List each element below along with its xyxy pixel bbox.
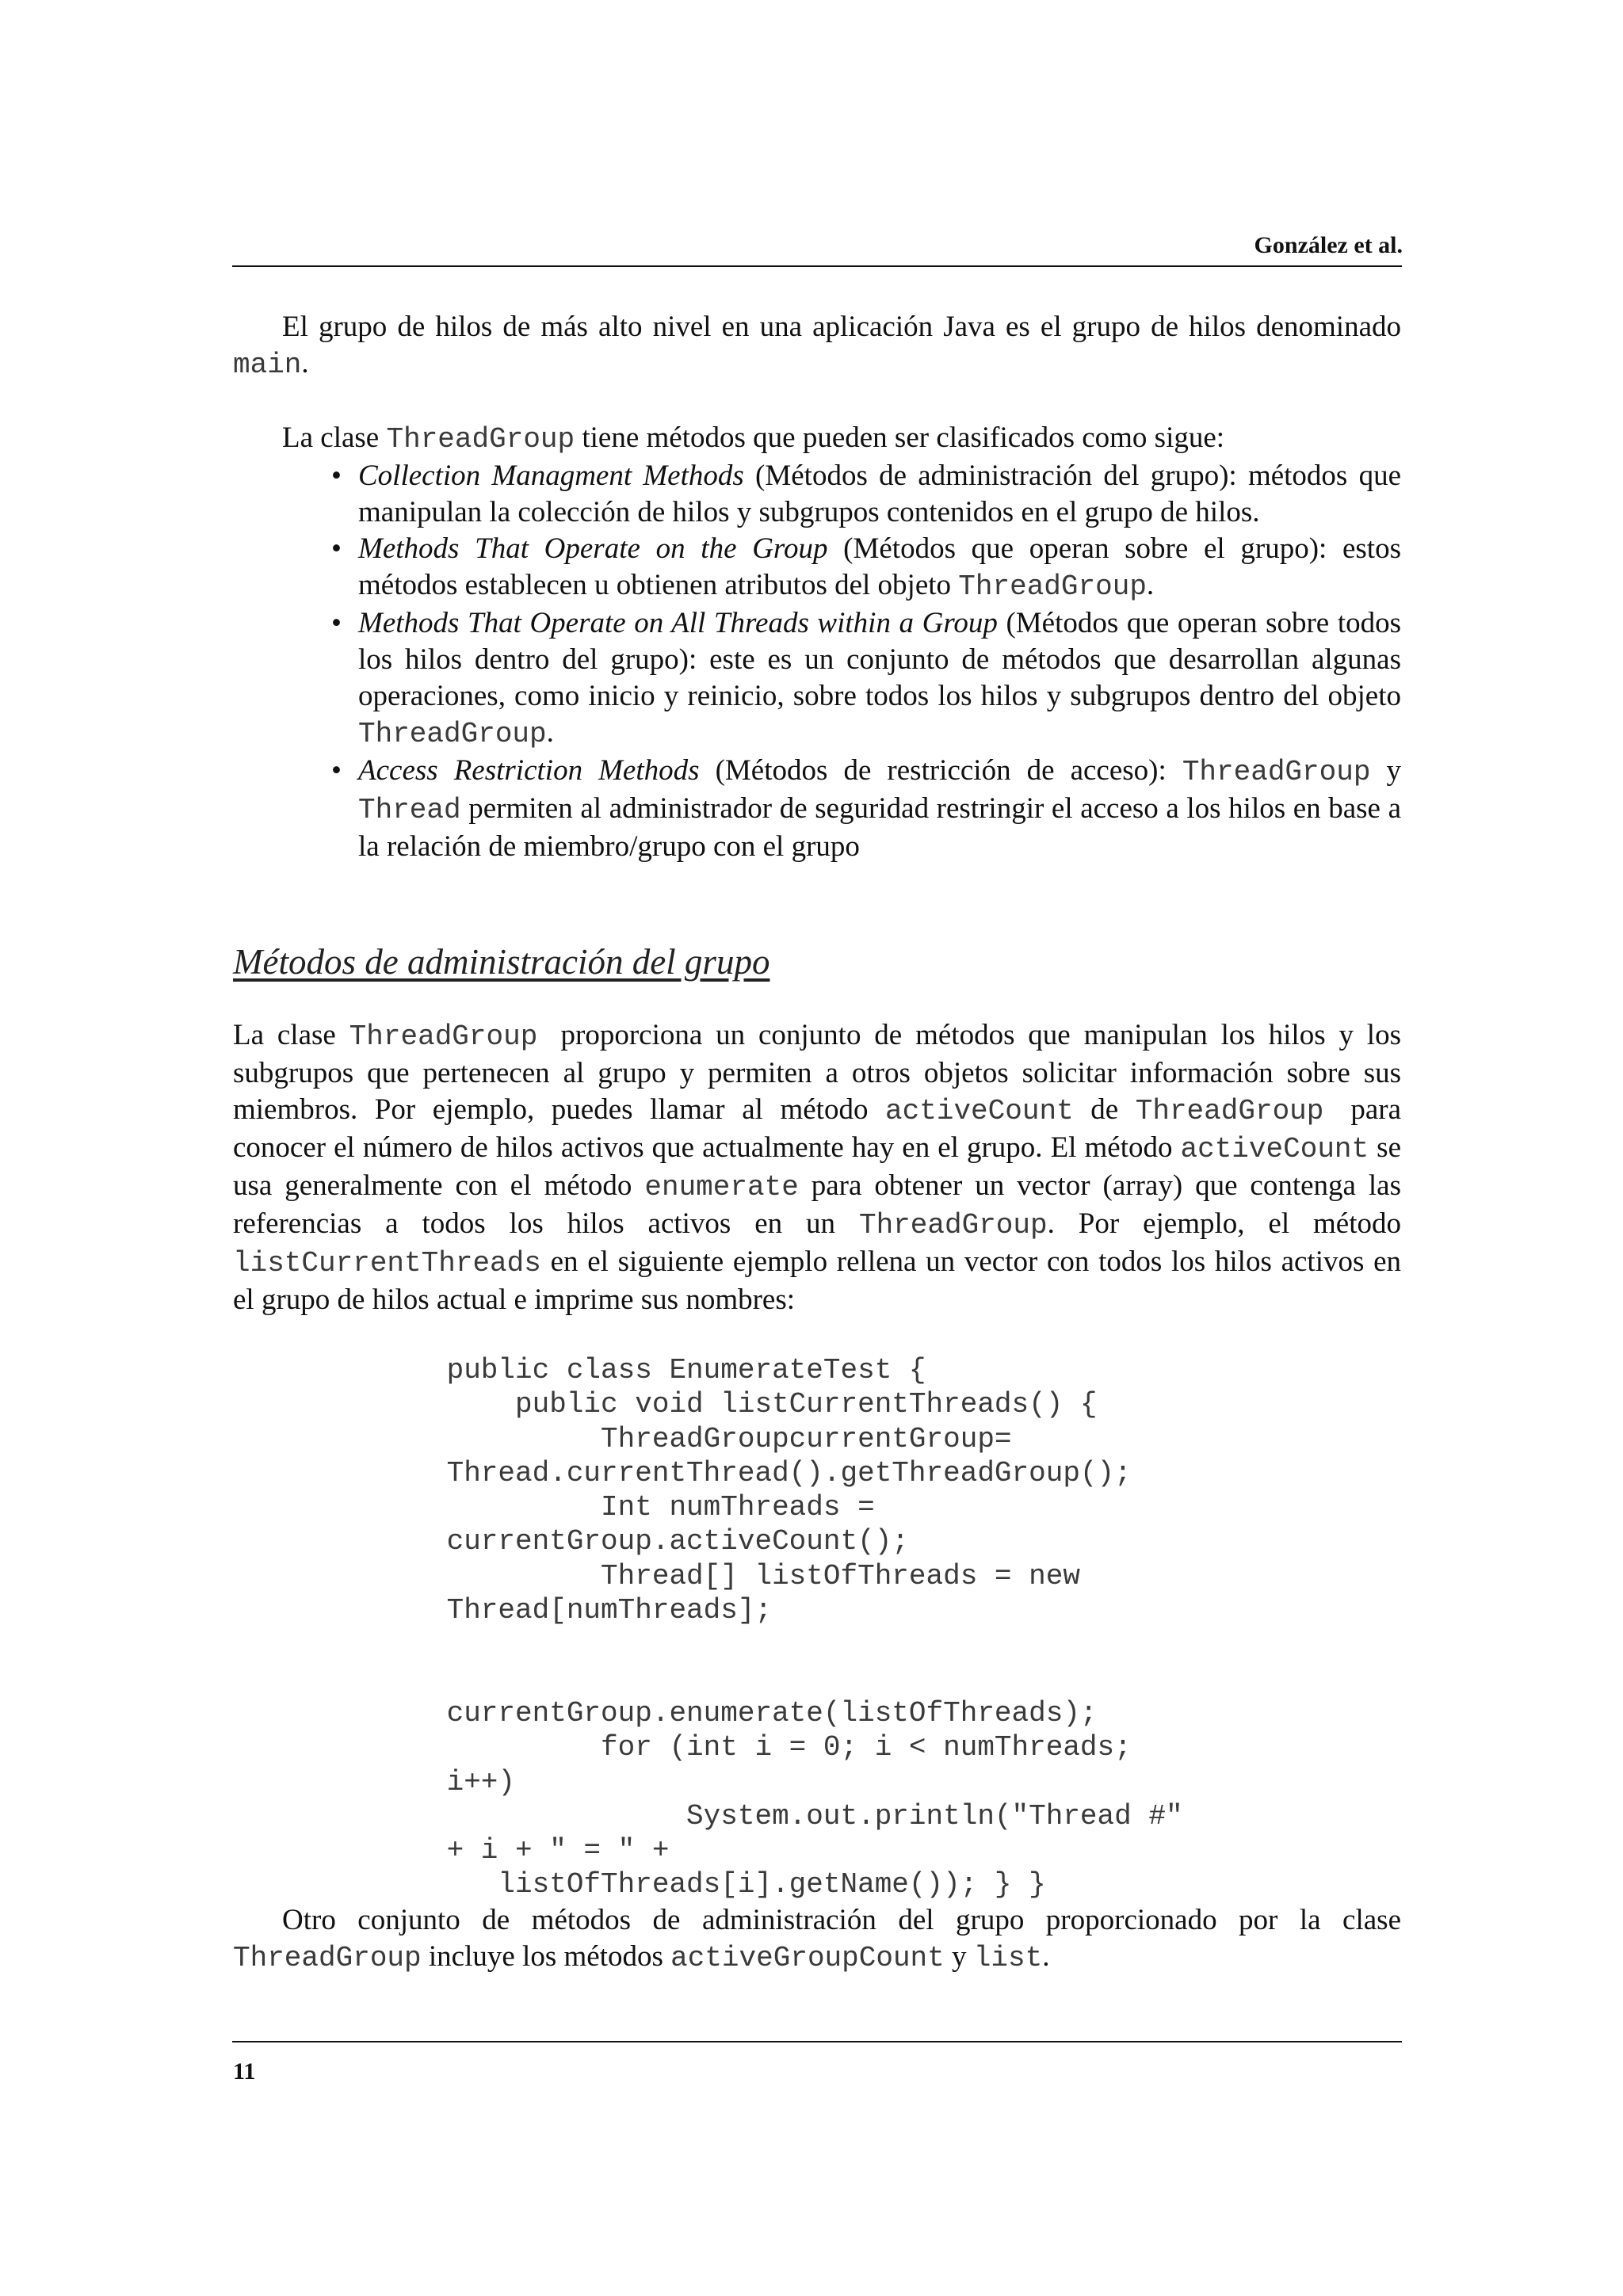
page-content	[233, 309, 1401, 1977]
list-item: • Access Restriction Methods (Métodos de restricción de acceso): ThreadGroup y Thread permiten al administrador de seguridad restringir el acceso a los hilos en base a la relación de miembro/grupo con el grupo	[358, 753, 1401, 865]
footer-rule	[232, 2041, 1402, 2042]
inline-code-main: main	[233, 349, 302, 381]
section-heading: Métodos de administración del grupo	[233, 942, 770, 982]
list-item: • Methods That Operate on All Threads within a Group (Métodos que operan sobre todos los hilos dentro del grupo): este es un conjunto de métodos que desarrollan algunas operaciones, como inicio y reinicio, sobre todos los hilos y subgrupos dentro del objeto ThreadGroup.	[358, 605, 1401, 753]
paragraph-group-management: La clase ThreadGroup proporciona un conjunto de métodos que manipulan los hilos y los subgrupos que pertenecen al grupo y permiten a otros objetos solicitar información sobre sus miembros. Por ejemplo, puedes llamar al método activeCount de ThreadGroup para conocer el número de hilos activos que actualmente hay en el grupo. El método activeCount se usa generalmente con el método enumerate para obtener un vector (array) que contenga las referencias a todos los hilos activos en un ThreadGroup. Por ejemplo, el método listCurrentThreads en el siguiente ejemplo rellena un vector con todos los hilos activos en el grupo de hilos actual e imprime sus nombres:	[233, 1019, 1401, 1316]
bullet-title: Methods That Operate on the Group	[358, 532, 828, 565]
list-item: • Collection Managment Methods (Métodos de administración del grupo): métodos que manipulan la colección de hilos y subgrupos contenidos en el grupo de hilos.	[358, 458, 1401, 531]
header-rule	[232, 265, 1402, 267]
paragraph-top-level-group: El grupo de hilos de más alto nivel en una aplicación Java es el grupo de hilos denominado main.	[233, 311, 1401, 381]
paragraph-intro: La clase ThreadGroup tiene métodos que pueden ser clasificados como sigue:	[282, 421, 1225, 456]
code-listing: public class EnumerateTest { public void listCurrentThreads() { ThreadGroupcurrentGroup= Thread.currentThread().getThreadGroup(); Int numThreads = currentGroup.activeCount(); Thread[] listOfThreads = new Thread[numThreads]; currentGroup.enumerate(listOfThreads); for (int i = 0; i < numThreads; i++) System.out.println("Thread #" + i + " = " + listOfThreads[i].getName()); } }	[446, 1354, 1183, 1901]
inline-code-threadgroup: ThreadGroup	[386, 423, 575, 456]
bullet-title: Access Restriction Methods	[358, 754, 700, 787]
spacer	[233, 383, 1401, 420]
method-category-list	[233, 458, 1401, 865]
page-number: 11	[233, 2058, 256, 2084]
running-header-author: González et al.	[1254, 232, 1403, 258]
bullet-title: Methods That Operate on All Threads within a Group	[358, 607, 998, 639]
list-item: • Methods That Operate on the Group (Métodos que operan sobre el grupo): estos métodos establecen u obtienen atributos del objeto ThreadGroup.	[358, 531, 1401, 605]
bullet-title: Collection Managment Methods	[358, 460, 744, 492]
paragraph-closing: Otro conjunto de métodos de administración del grupo proporcionado por la clase ThreadGroup incluye los métodos activeGroupCount y list.	[233, 1903, 1401, 1974]
